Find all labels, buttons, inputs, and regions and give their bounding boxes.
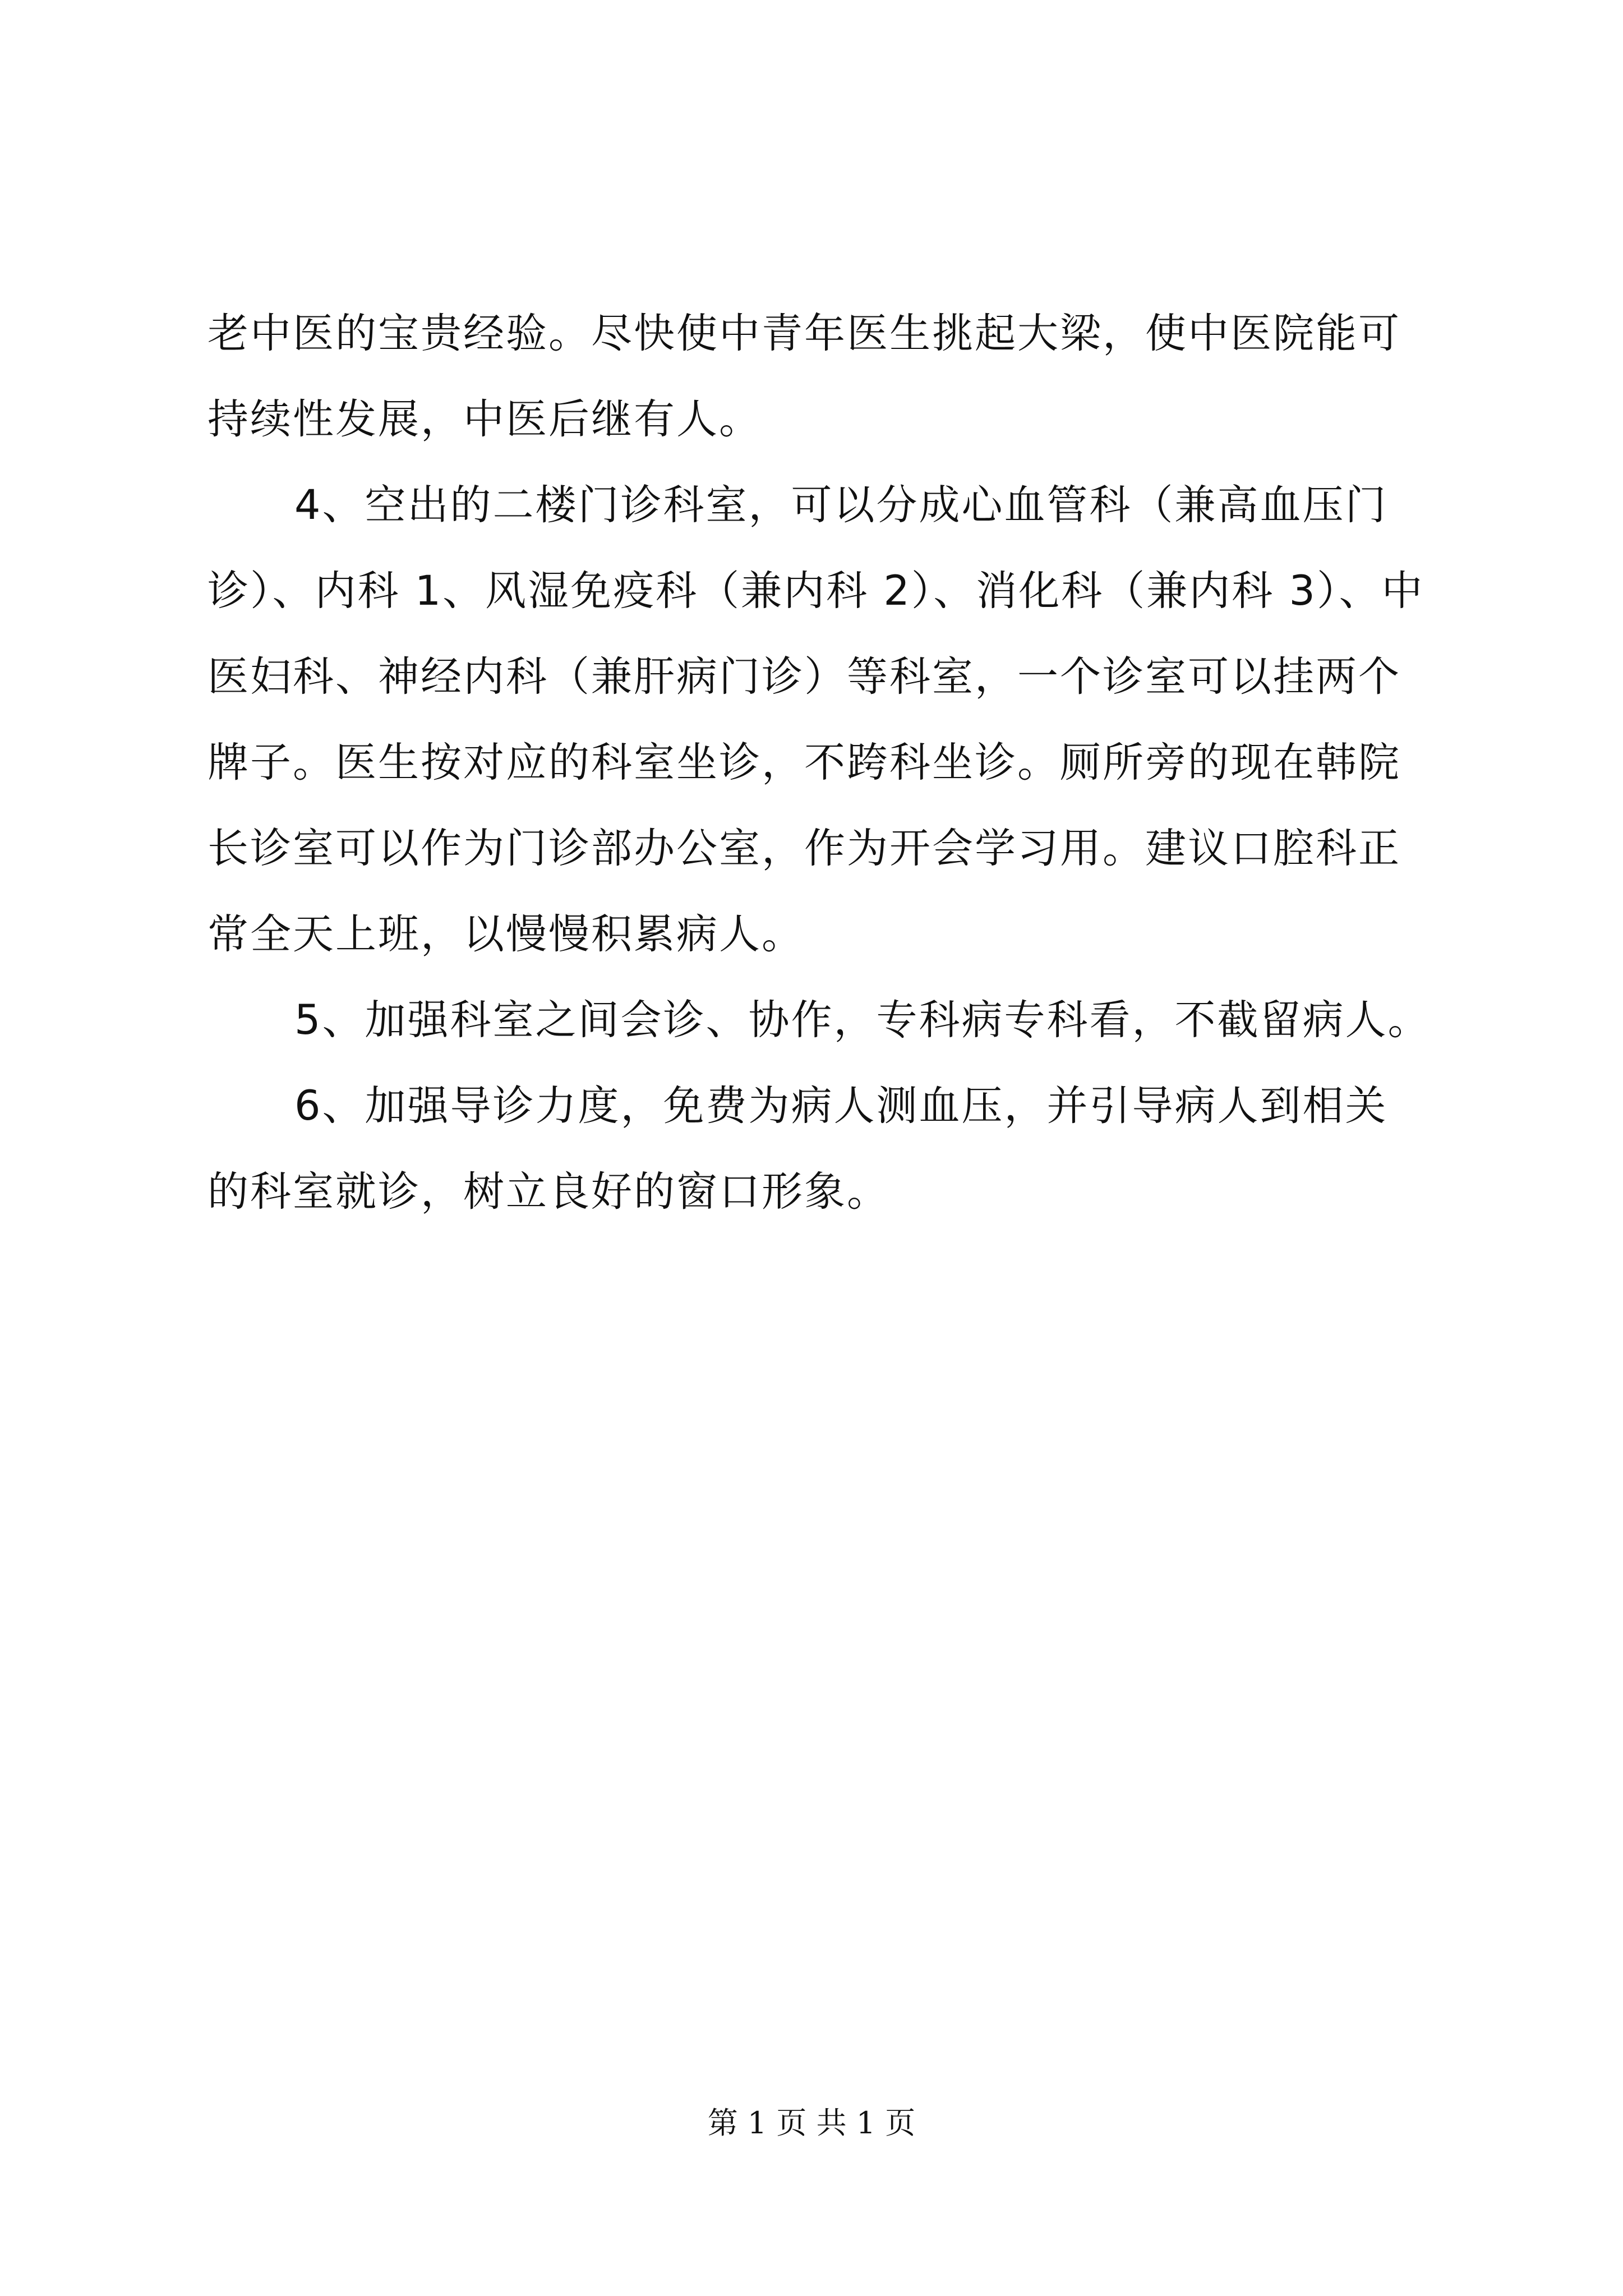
body-line: 诊）、内科 1、风湿免疫科（兼内科 2）、消化科（兼内科 3）、中 — [208, 567, 1424, 615]
page-number-footer: 第 1 页 共 1 页 — [707, 2105, 916, 2141]
body-line: 4、空出的二楼门诊科室，可以分成心血管科（兼高血压门 — [294, 481, 1388, 529]
body-line: 持续性发展，中医后继有人。 — [208, 395, 762, 443]
body-line: 5、加强科室之间会诊、协作，专科病专科看，不截留病人。 — [294, 996, 1431, 1044]
body-line: 常全天上班，以慢慢积累病人。 — [208, 910, 804, 958]
body-line: 的科室就诊，树立良好的窗口形象。 — [208, 1168, 889, 1216]
body-line: 医妇科、神经内科（兼肝病门诊）等科室，一个诊室可以挂两个 — [208, 653, 1401, 701]
body-line: 6、加强导诊力度，免费为病人测血压，并引导病人到相关 — [294, 1082, 1388, 1130]
body-line: 老中医的宝贵经验。尽快使中青年医生挑起大梁，使中医院能可 — [208, 310, 1401, 357]
body-line: 牌子。医生按对应的科室坐诊，不跨科坐诊。厕所旁的现在韩院 — [208, 739, 1401, 786]
body-line: 长诊室可以作为门诊部办公室，作为开会学习用。建议口腔科正 — [208, 825, 1401, 872]
